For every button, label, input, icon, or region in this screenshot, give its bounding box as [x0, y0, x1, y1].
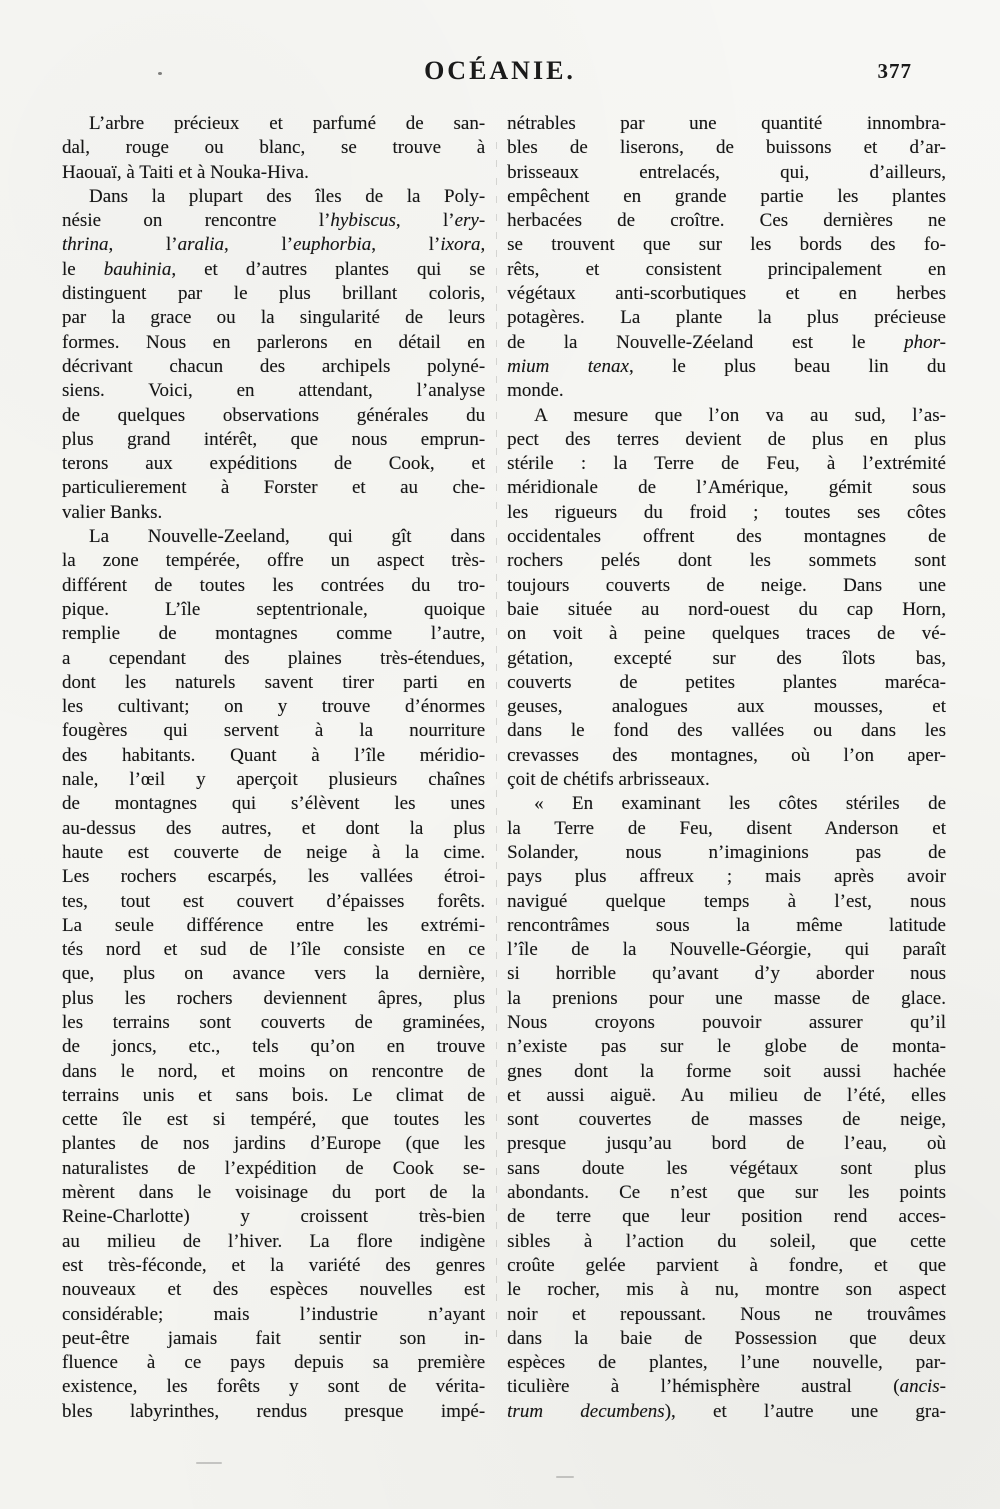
text-line: de joncs, etc., tels qu’on en trouve [62, 1036, 486, 1058]
text-line: végétaux anti-scorbutiques et en herbes [507, 283, 946, 305]
text-line: la zone tempérée, offre un aspect très- [62, 550, 486, 572]
text-line: A mesure que l’on va au sud, l’as- [534, 404, 946, 426]
text-line: potagères. La plante la plus précieuse [507, 307, 946, 329]
text-line: de montagnes qui s’élèvent les unes [62, 793, 486, 815]
text-line: La seule différence entre les extrémi- [62, 914, 486, 936]
text-line: stérile : la Terre de Feu, à l’extrémité [507, 453, 946, 475]
text-line: rochers pelés dont les sommets sont [507, 550, 946, 572]
text-line: différent de toutes les contrées du tro- [62, 574, 486, 596]
text-line: sibles à l’action du soleil, que cette [507, 1230, 946, 1252]
text-line: terons aux expéditions de Cook, et [62, 453, 486, 475]
text-line: « En examinant les côtes stériles de [534, 793, 946, 815]
text-line: L’arbre précieux et parfumé de san- [89, 113, 486, 134]
text-line: les terrains sont couverts de graminées, [62, 1011, 486, 1033]
text-line: existence, les forêts y sont de vérita- [62, 1376, 486, 1398]
text-line: siens. Voici, en attendant, l’analyse [62, 380, 486, 402]
text-line: plantes de nos jardins d’Europe (que les [62, 1133, 486, 1155]
text-line: se trouvent que sur les bords des fo- [507, 234, 946, 256]
text-line: dont les naturels savent tirer parti en [62, 671, 486, 693]
text-line: Solander, nous n’imaginions pas de [507, 841, 946, 863]
text-line: baie située au nord-ouest du cap Horn, [507, 598, 946, 620]
text-line: de terre que leur position rend acces- [507, 1206, 946, 1228]
text-line: les cultivant; on y trouve d’énormes [62, 696, 486, 718]
text-columns [62, 112, 946, 1424]
text-line: que, plus on avance vers la dernière, [62, 963, 486, 985]
page-number: 377 [877, 59, 912, 83]
text-line: rêts, et consistent principalement en [507, 258, 946, 280]
text-line: nétrables par une quantité innombra- [507, 113, 946, 134]
text-line: fluence à ce pays depuis sa première [62, 1352, 486, 1374]
text-line: abondants. Ce n’est que sur les points [507, 1182, 946, 1204]
text-line: naturalistes de l’expédition de Cook se- [62, 1157, 486, 1179]
text-line: Nous croyons pouvoir assurer qu’il [507, 1011, 946, 1033]
text-line: a cependant des plaines très-étendues, [62, 647, 486, 669]
text-line: terrains unis et sans bois. Le climat de [62, 1084, 486, 1106]
text-line: presque jusqu’au bord de l’eau, où [507, 1133, 946, 1155]
text-line: décrivant chacun des archipels polyné- [62, 355, 486, 377]
text-line: formes. Nous en parlerons en détail en [62, 331, 486, 353]
ink-speck [158, 72, 162, 75]
text-line: la prenions pour une masse de glace. [507, 987, 946, 1009]
text-line: la Terre de Feu, disent Anderson et [507, 817, 946, 839]
text-line: méridionale de l’Amérique, gémit sous [507, 477, 946, 499]
left-column [62, 112, 485, 1424]
text-line: nouveaux et des espèces nouvelles est [62, 1279, 486, 1301]
text-line: remplie de montagnes comme l’autre, [62, 623, 486, 645]
text-line: toujours couverts de neige. Dans une [507, 574, 946, 596]
text-line: plus les rochers deviennent âpres, plus [62, 987, 486, 1009]
text-line: sans doute les végétaux sont plus [507, 1157, 946, 1179]
text-line: Reine-Charlotte) y croissent très-bien [62, 1206, 486, 1228]
text-line: Haouaï, à Taiti et à Nouka-Hiva. [62, 161, 309, 183]
text-line: brisseaux entrelacés, qui, d’ailleurs, [507, 161, 946, 183]
text-line: occidentales offrent des montagnes de [507, 526, 946, 548]
text-line: dans le nord, et moins on rencontre de [62, 1060, 486, 1082]
text-line: mium tenax, le plus beau lin du [507, 355, 947, 377]
text-line: thrina, l’aralia, l’euphorbia, l’ixora, [62, 234, 486, 256]
text-line: au milieu de l’hiver. La flore indigène [62, 1230, 486, 1252]
text-line: couverts de petites plantes maréca- [507, 671, 946, 693]
text-line: haute est couverte de neige à la cime. [62, 841, 486, 863]
text-line: mèrent dans le voisinage du port de la [62, 1182, 486, 1204]
text-line: gnes dont la forme soit aussi hachée [507, 1060, 946, 1082]
text-line: monde. [507, 380, 564, 402]
text-line: plus grand intérêt, que nous emprun- [62, 428, 486, 450]
text-line: l’île de la Nouvelle-Géorgie, qui paraît [507, 939, 946, 961]
text-line: valier Banks. [62, 501, 163, 523]
text-line: le bauhinia, et d’autres plantes qui se [62, 258, 486, 280]
column-rule [496, 142, 497, 1344]
scan-smudge [556, 1476, 574, 1478]
page-header [0, 56, 1000, 90]
text-line: n’existe pas sur le globe de monta- [507, 1036, 946, 1058]
text-line: navigué quelque temps à l’est, nous [507, 890, 946, 912]
text-line: bles de liserons, de buissons et d’ar- [507, 137, 946, 159]
text-line: si horrible qu’avant d’y aborder nous [507, 963, 946, 985]
text-line: peut-être jamais fait sentir son in- [62, 1327, 486, 1349]
text-line: et aussi aiguë. Au milieu de l’été, elles [507, 1084, 946, 1106]
text-line: dans le fond des vallées ou dans les [507, 720, 946, 742]
text-line: çoit de chétifs arbrisseaux. [507, 769, 710, 791]
running-title: OCÉANIE. [424, 56, 576, 85]
text-line: rencontrâmes sous la même latitude [507, 914, 946, 936]
text-line: trum decumbens), et l’autre une gra- [507, 1400, 947, 1422]
text-line: herbacées de croître. Ces dernières ne [507, 210, 946, 232]
text-line: cette île est si tempéré, que toutes les [62, 1109, 486, 1131]
text-line: de quelques observations générales du [62, 404, 486, 426]
text-line: espèces de plantes, l’une nouvelle, par- [507, 1352, 946, 1374]
text-line: distinguent par le plus brillant coloris, [62, 283, 486, 305]
text-line: de la Nouvelle-Zéeland est le phor- [507, 331, 946, 353]
text-line: croûte gelée parvient à fondre, et que [507, 1254, 946, 1276]
text-line: ticulière à l’hémisphère austral (ancis- [507, 1376, 946, 1398]
text-line: dal, rouge ou blanc, se trouve à [62, 137, 486, 159]
text-line: La Nouvelle-Zeeland, qui gît dans [89, 526, 486, 548]
text-line: tés nord et sud de l’île consiste en ce [62, 939, 486, 961]
text-line: pect des terres devient de plus en plus [507, 428, 946, 450]
text-line: le rocher, mis à nu, montre son aspect [507, 1279, 946, 1301]
text-line: nésie on rencontre l’hybiscus, l’ery- [62, 210, 486, 232]
text-line: Les rochers escarpés, les vallées étroi- [62, 866, 486, 888]
text-line: on voit à peine quelques traces de vé- [507, 623, 946, 645]
text-line: sont couvertes de masses de neige, [507, 1109, 946, 1131]
text-line: au-dessus des autres, et dont la plus [62, 817, 486, 839]
text-line: est très-féconde, et la variété des genres [62, 1254, 486, 1276]
text-line: crevasses des montagnes, où l’on aper- [507, 744, 946, 766]
text-line: par la grace ou la singularité de leurs [62, 307, 486, 329]
text-line: bles labyrinthes, rendus presque impé- [62, 1400, 486, 1422]
text-line: pays plus affreux ; mais après avoir [507, 866, 946, 888]
right-column [507, 112, 946, 1424]
text-line: fougères qui servent à la nourriture [62, 720, 486, 742]
text-line: les rigueurs du froid ; toutes ses côtes [507, 501, 946, 523]
text-line: empêchent en grande partie les plantes [507, 185, 946, 207]
scan-smudge [196, 1462, 222, 1464]
text-line: tes, tout est couvert d’épaisses forêts. [62, 890, 486, 912]
text-line: particulierement à Forster et au che- [62, 477, 486, 499]
text-line: des habitants. Quant à l’île méridio- [62, 744, 486, 766]
text-line: geuses, analogues aux mousses, et [507, 696, 946, 718]
text-line: nale, l’œil y aperçoit plusieurs chaînes [62, 769, 486, 791]
text-line: pique. L’île septentrionale, quoique [62, 598, 486, 620]
text-line: dans la baie de Possession que deux [507, 1327, 946, 1349]
text-line: considérable; mais l’industrie n’ayant [62, 1303, 486, 1325]
text-line: Dans la plupart des îles de la Poly- [89, 185, 486, 207]
text-line: noir et repoussant. Nous ne trouvâmes [507, 1303, 946, 1325]
text-line: gétation, excepté sur des îlots bas, [507, 647, 946, 669]
